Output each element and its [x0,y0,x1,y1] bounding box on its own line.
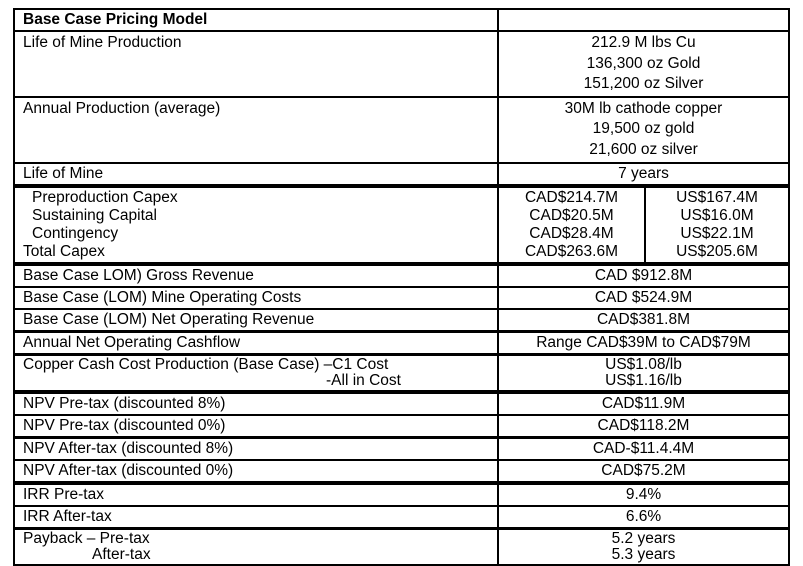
payback-pretax-value: 5.2 years [611,530,676,548]
row-irr-pretax [15,485,788,507]
row-value: 9.4% [625,486,662,504]
capex-usd-preproduction: US$167.4M [676,188,758,206]
payback-aftertax-label: After-tax [92,546,151,564]
row-value: CAD $912.8M [594,267,693,285]
copper-cost-c1-label: Copper Cash Cost Production (Base Case) –C1 Cost [23,356,389,374]
row-label: NPV After-tax (discounted 8%) [15,439,499,459]
row-value: 6.6% [625,508,662,526]
payback-aftertax-value: 5.3 years [611,546,676,564]
capex-cad-sustaining: CAD$20.5M [529,206,614,224]
row-label: Annual Net Operating Cashflow [15,333,499,353]
table-title: Base Case Pricing Model [15,10,499,30]
payback-label-group [15,530,499,564]
row-mine-operating-costs [15,288,788,310]
copper-cost-allin-label: -All in Cost [326,372,401,390]
row-value: Range CAD$39M to CAD$79M [536,334,751,352]
row-copper-cash-cost [15,356,788,394]
row-label: IRR After-tax [15,507,499,527]
capex-label-preproduction: Preproduction Capex [32,188,178,206]
value-gold-oz: 136,300 oz Gold [586,54,701,72]
capex-usd-sustaining: US$16.0M [680,206,754,224]
row-label: Base Case (LOM) Net Operating Revenue [15,310,499,330]
row-payback [15,530,788,564]
row-label: NPV Pre-tax (discounted 8%) [15,394,499,414]
capex-cad-contingency: CAD$28.4M [529,224,614,242]
copper-cost-c1-value: US$1.08/lb [605,356,682,374]
row-value: CAD$75.2M [601,462,686,480]
row-value: CAD$11.9M [601,395,686,413]
capex-cad-column [499,188,646,263]
copper-cost-label-group [15,356,499,390]
row-label: Life of Mine [15,164,499,184]
row-value: 7 years [618,164,669,182]
row-value: CAD$118.2M [597,417,690,435]
value-gold-oz: 19,500 oz gold [592,120,695,138]
row-label: IRR Pre-tax [15,485,499,505]
row-npv-aftertax-0 [15,461,788,485]
table-header-row [15,10,788,32]
row-net-operating-revenue [15,310,788,333]
capex-cad-total: CAD$263.6M [524,243,619,261]
row-value: CAD$381.8M [596,311,691,329]
capex-label-group [15,188,499,263]
row-label: Annual Production (average) [15,98,499,162]
row-value: CAD $524.9M [594,289,693,307]
value-silver-oz: 151,200 oz Silver [583,75,704,93]
payback-pretax-label: Payback – Pre-tax [23,530,150,548]
row-label: Base Case LOM) Gross Revenue [15,266,499,286]
row-annual-net-operating-cashflow [15,333,788,356]
row-label: Base Case (LOM) Mine Operating Costs [15,288,499,308]
row-npv-pretax-0 [15,416,788,439]
row-life-of-mine-production [15,32,788,98]
row-label: NPV Pre-tax (discounted 0%) [15,416,499,436]
row-gross-revenue [15,266,788,288]
value-silver-oz: 21,600 oz silver [589,140,698,158]
capex-usd-total: US$205.6M [676,243,758,261]
capex-cad-preproduction: CAD$214.7M [524,188,619,206]
capex-usd-column [646,188,788,263]
value-copper-lbs: 212.9 M lbs Cu [591,34,696,51]
capex-usd-contingency: US$22.1M [680,224,754,242]
capex-label-total: Total Capex [23,243,105,261]
row-label: NPV After-tax (discounted 0%) [15,461,499,481]
row-value: CAD-$11.4.4M [592,440,695,458]
row-annual-production [15,98,788,164]
row-capex [15,188,788,267]
row-irr-aftertax [15,507,788,530]
capex-label-sustaining: Sustaining Capital [32,206,157,224]
copper-cost-value-group [499,356,788,390]
copper-cost-allin-value: US$1.16/lb [605,372,682,390]
base-case-pricing-table [13,8,790,566]
row-npv-pretax-8 [15,394,788,416]
row-npv-aftertax-8 [15,439,788,461]
row-life-of-mine [15,164,788,188]
payback-value-group [499,530,788,564]
row-label: Life of Mine Production [15,32,499,96]
capex-label-contingency: Contingency [32,224,119,242]
row-value-group [499,32,788,96]
row-value-group [499,98,788,162]
table-header-empty-cell [499,10,788,30]
value-cathode-copper: 30M lb cathode copper [564,99,723,117]
